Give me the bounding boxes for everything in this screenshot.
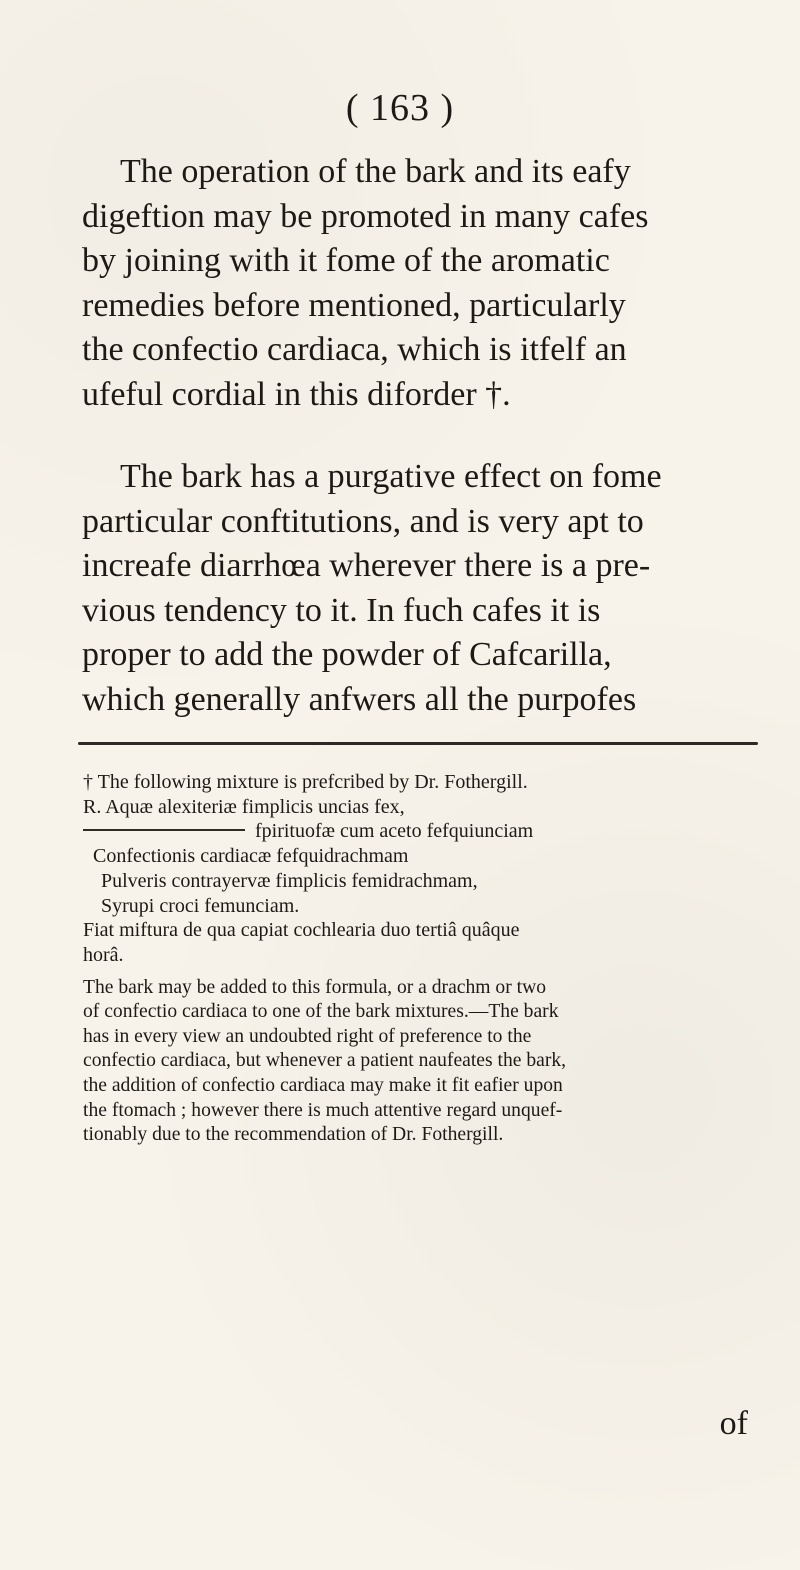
main-text	[82, 150, 758, 722]
recipe-line-2	[83, 819, 753, 844]
repeat-dash	[83, 829, 245, 831]
note-line-1: The bark may be added to this formula, or a drachm or two	[83, 976, 547, 998]
paragraph-1-line-2: digeftion may be promoted in many cafes	[82, 197, 649, 235]
recipe-line-7: horâ.	[83, 943, 124, 966]
footnote-rule	[78, 742, 758, 745]
catchword: of	[719, 1405, 748, 1442]
paragraph-2-line-3: increafe diarrhœa wherever there is a pre-	[82, 547, 651, 584]
recipe-line-1: R. Aquæ alexiteriæ fimplicis uncias fex,	[83, 795, 405, 818]
recipe-line-5: Syrupi croci femunciam.	[101, 894, 300, 917]
paragraph-2-line-4: vious tendency to it. In fuch cafes it is	[82, 591, 601, 629]
recipe-line-2-text: fpirituofæ cum aceto fefquiunciam	[255, 820, 534, 843]
paragraph-2-line-5: proper to add the powder of Cafcarilla,	[82, 636, 612, 673]
paragraph-2-line-1: The bark has a purgative effect on fome	[120, 458, 662, 495]
paragraph-2-line-2: particular conftitutions, and is very apt to	[82, 502, 644, 540]
paragraph-2-line-6: which generally anfwers all the purpofes	[82, 680, 637, 718]
footnote-heading: † The following mixture is prefcribed by Dr. Fothergill.	[83, 771, 528, 793]
note-line-3: has in every view an undoubted right of preference to the	[83, 1025, 532, 1047]
note-line-4: confectio cardiaca, but whenever a patient naufeates the bark,	[83, 1050, 567, 1072]
paragraph-1-line-5: the confectio cardiaca, which is itfelf an	[82, 331, 627, 368]
note-line-2: of confectio cardiaca to one of the bark mixtures.—The bark	[83, 1001, 559, 1023]
paragraph-1-line-6: ufeful cordial in this diforder †.	[82, 375, 511, 413]
paragraph-1-line-3: by joining with it fome of the aromatic	[82, 242, 610, 279]
page-number: ( 163 )	[345, 87, 455, 129]
recipe-line-3: Confectionis cardiacæ fefquidrachmam	[93, 845, 409, 868]
paragraph-gap	[82, 417, 758, 455]
note-line-5: the addition of confectio cardiaca may make it fit eafier upon	[83, 1075, 563, 1096]
note-line-6: the ftomach ; however there is much attentive regard unquef-	[83, 1099, 563, 1121]
note-line-7: tionably due to the recommendation of Dr. Fothergill.	[83, 1124, 504, 1146]
recipe-line-6: Fiat miftura de qua capiat cochlearia duo tertiâ quâque	[83, 919, 520, 942]
paragraph-1-line-1: The operation of the bark and its eafy	[120, 153, 631, 190]
footnote-note	[83, 976, 753, 1148]
recipe-line-4: Pulveris contrayervæ fimplicis femidrachmam,	[101, 869, 478, 892]
paragraph-1-line-4: remedies before mentioned, particularly	[82, 286, 626, 324]
footnote	[83, 770, 753, 1148]
